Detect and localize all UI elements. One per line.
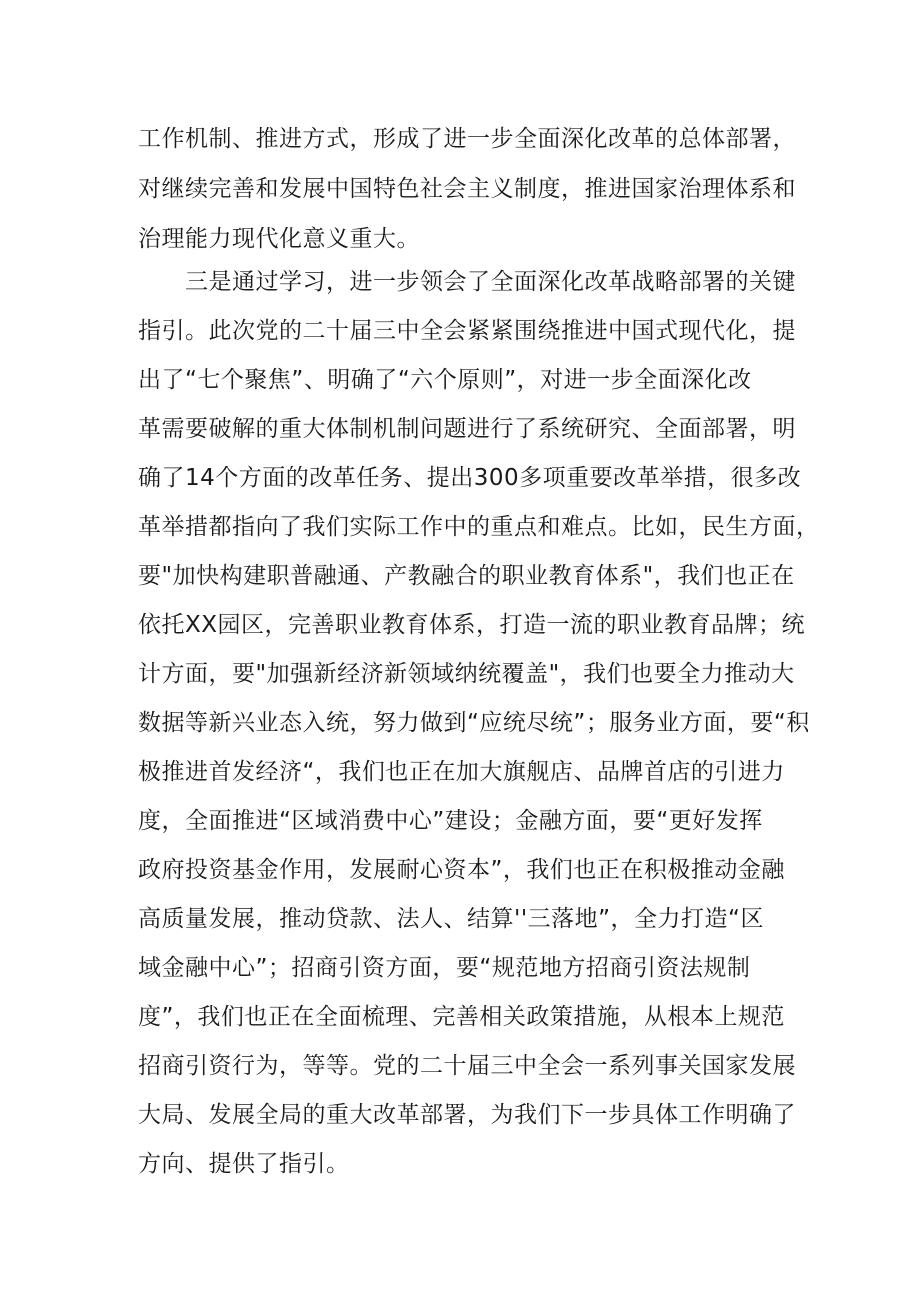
text-line: 指引。此次党的二十届三中全会紧紧围绕推进中国式现代化，提 <box>138 318 796 344</box>
text-line: 要"加快构建职普融通、产教融合的职业教育体系"，我们也正在 <box>138 563 795 589</box>
text-line: 招商引资行为，等等。党的二十届三中全会一系列事关国家发展 <box>138 1053 796 1079</box>
text-line: 高质量发展，推动贷款、法人、结算''三落地”，全力打造“区 <box>138 906 764 932</box>
text-line: 依托XX园区，完善职业教育体系，打造一流的职业教育品牌；统 <box>138 612 806 638</box>
text-line: 域金融中心”；招商引资方面，要“规范地方招商引资法规制 <box>138 955 751 981</box>
text-line: 度，全面推进“区域消费中心”建设；金融方面，要“更好发挥 <box>138 808 763 834</box>
text-line: 度”，我们也正在全面梳理、完善相关政策措施，从根本上规范 <box>138 1004 785 1030</box>
text-line: 计方面，要"加强新经济新领域纳统覆盖"，我们也要全力推动大 <box>138 661 795 687</box>
text-line: 政府投资基金作用，发展耐心资本”，我们也正在积极推动金融 <box>138 857 785 883</box>
text-line: 治理能力现代化意义重大。 <box>138 226 420 252</box>
text-line: 方向、提供了指引。 <box>138 1151 350 1177</box>
text-line: 大局、发展全局的重大改革部署，为我们下一步具体工作明确了 <box>138 1102 796 1128</box>
text-line: 革需要破解的重大体制机制问题进行了系统研究、全面部署，明 <box>138 416 796 442</box>
text-line: 出了“七个聚焦”、明确了“六个原则”，对进一步全面深化改 <box>138 367 752 393</box>
text-line: 对继续完善和发展中国特色社会主义制度，推进国家治理体系和 <box>138 176 796 202</box>
text-line: 数据等新兴业态入统，努力做到“应统尽统”；服务业方面，要“积 <box>138 710 810 736</box>
paragraph-first-line: 三是通过学习，进一步领会了全面深化改革战略部署的关键 <box>185 269 796 295</box>
text-line: 革举措都指向了我们实际工作中的重点和难点。比如，民生方面， <box>138 514 820 540</box>
text-line: 确了14个方面的改革任务、提出300多项重要改革举措，很多改 <box>138 465 802 491</box>
text-line: 极推进首发经济“，我们也正在加大旗舰店、品牌首店的引进力 <box>138 759 785 785</box>
text-line: 工作机制、推进方式，形成了进一步全面深化改革的总体部署， <box>138 126 796 152</box>
